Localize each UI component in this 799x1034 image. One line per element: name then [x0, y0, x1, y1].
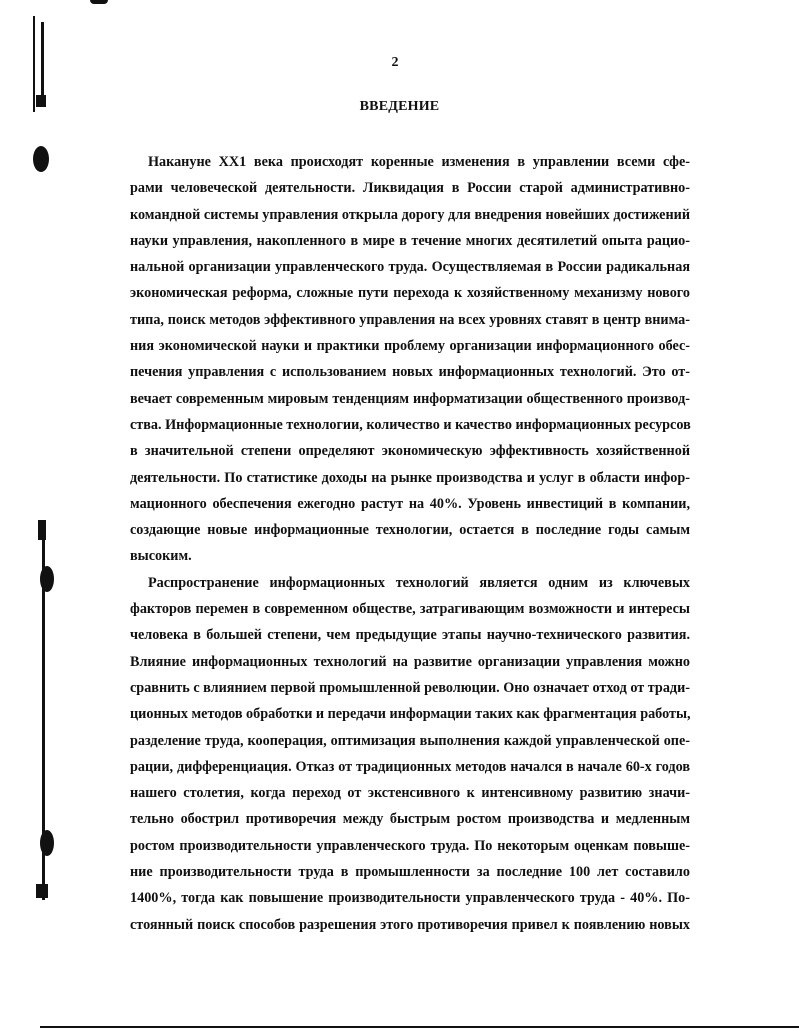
binding-hole [40, 830, 54, 856]
text-line: рации, дифференциация. Отказ от традиционных методов начался в начале 60-х годов [130, 758, 690, 775]
scan-artifact [36, 884, 48, 898]
scan-artifact [41, 22, 44, 102]
text-line: ционных методов обработки и передачи информации таких как фрагментация работы, [130, 706, 691, 723]
text-line: нашего столетия, когда переход от экстенсивного к интенсивному развитию значи- [130, 785, 690, 802]
text-line: деятельности. По статистике доходы на рынке производства и услуг в области инфор- [130, 469, 690, 486]
text-line: факторов перемен в современном обществе, затрагивающим возможности и интересы [130, 601, 690, 618]
page-number: 2 [391, 55, 399, 70]
section-heading: ВВЕДЕНИЕ [359, 99, 440, 114]
text-line: Влияние информационных технологий на развитие организации управления можно [130, 653, 690, 670]
text-line: ростом производительности управленческого труда. По некоторым оценкам повыше- [130, 837, 690, 854]
body-text [130, 149, 690, 938]
text-line: ния экономической науки и практики проблему организации информационного обес- [130, 338, 690, 355]
scan-artifact [90, 0, 108, 4]
text-line: человека в большей степени, чем предыдущие этапы научно-технического развития. [130, 627, 690, 644]
text-line: ства. Информационные технологии, количество и качество информационных ресурсов [130, 416, 691, 433]
text-line: мационного обеспечения ежегодно растут на 40%. Уровень инвестиций в компании, [130, 495, 690, 512]
text-line: командной системы управления открыла дорогу для внедрения новейших достижений [130, 206, 690, 223]
text-line: высоким. [130, 548, 192, 565]
text-line: нальной организации управленческого труда. Осуществляемая в России радикальная [130, 259, 690, 276]
text-line: печения управления с использованием новых информационных технологий. Это от- [130, 364, 690, 381]
text-line: разделение труда, кооперация, оптимизация выполнения каждой управленческой опе- [130, 732, 690, 749]
text-line: сравнить с влиянием первой промышленной революции. Оно означает отход от тради- [130, 679, 690, 696]
text-line: рами человеческой деятельности. Ликвидация в России старой административно- [130, 180, 690, 197]
text-line: Накануне XX1 века происходят коренные изменения в управлении всеми сфе- [148, 154, 690, 170]
text-line: стоянный поиск способов разрешения этого противоречия привел к появлению новых [130, 916, 690, 933]
text-line: экономическая реформа, сложные пути перехода к хозяйственному механизму нового [130, 285, 690, 302]
binding-hole [40, 566, 54, 592]
text-line: науки управления, накопленного в мире в течение многих десятилетий опыта рацио- [130, 232, 690, 249]
scan-artifact [33, 16, 35, 112]
text-line: вечает современным мировым тенденциям информатизации общественного производ- [130, 390, 690, 407]
page-bottom-edge [40, 1026, 799, 1028]
text-line: ние производительности труда в промышленности за последние 100 лет составило [130, 864, 690, 881]
text-line: типа, поиск методов эффективного управления на всех уровнях ставят в центр внима- [130, 311, 690, 328]
text-line: создающие новые информационные технологии, остается в последние годы самым [130, 522, 690, 539]
binding-hole [33, 146, 49, 172]
text-line: в значительной степени определяют экономическую эффективность хозяйственной [130, 443, 690, 460]
text-line: Распространение информационных технологий является одним из ключевых [148, 574, 690, 591]
text-line: 1400%, тогда как повышение производительности управленческого труда - 40%. По- [130, 890, 690, 907]
text-line: тельно обострил противоречия между быстрым ростом производства и медленным [130, 811, 690, 828]
